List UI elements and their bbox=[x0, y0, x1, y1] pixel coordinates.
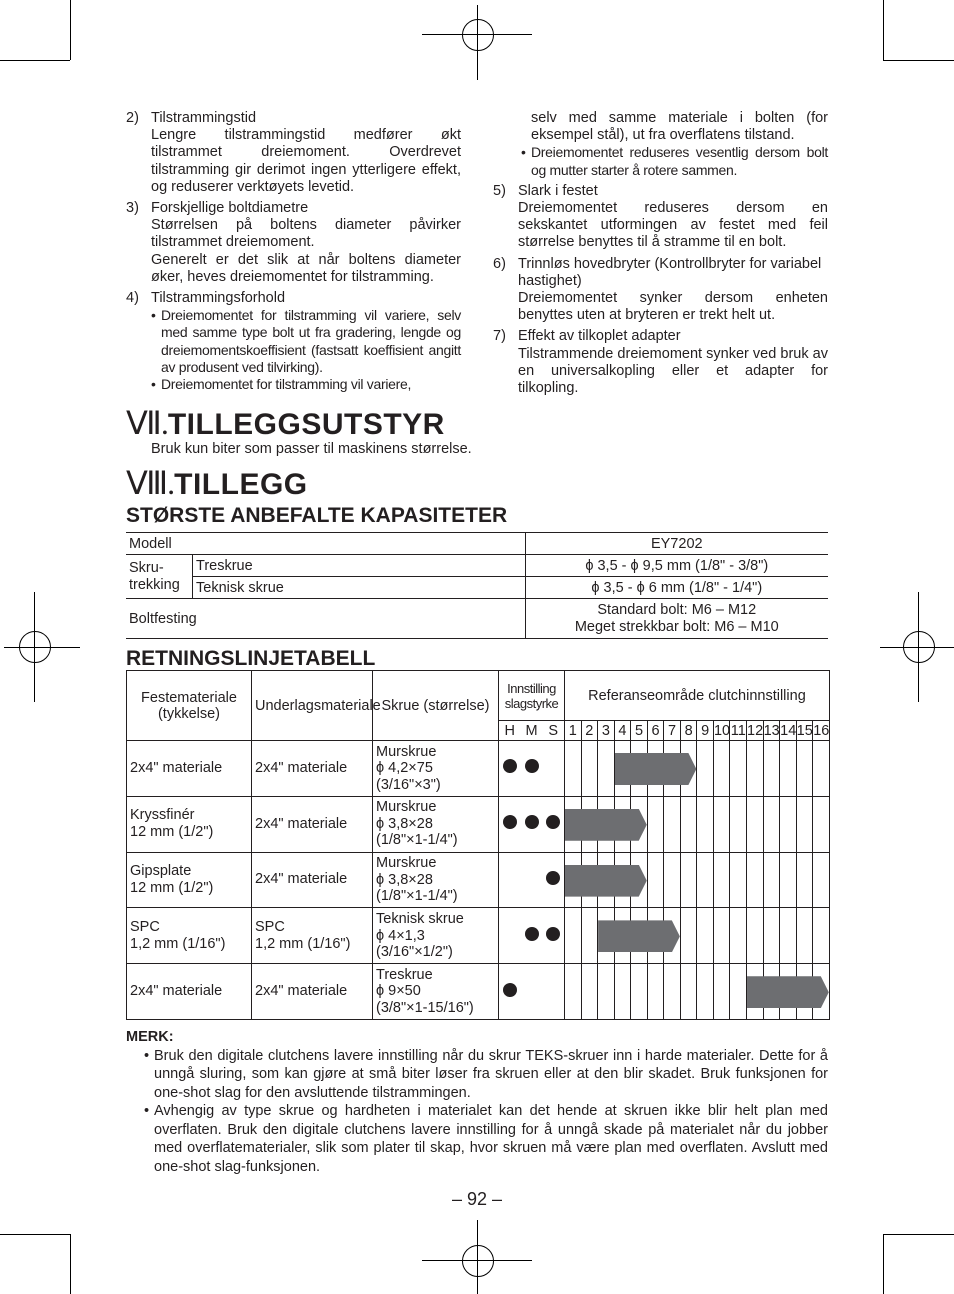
clutch-number: 5 bbox=[631, 721, 648, 741]
clutch-cell bbox=[614, 741, 631, 797]
filled-circle-icon bbox=[546, 871, 560, 885]
filled-circle-icon bbox=[546, 815, 560, 829]
clutch-cell bbox=[598, 964, 615, 1020]
clutch-cell bbox=[713, 852, 730, 908]
item-title: Forskjellige boltdiametre bbox=[151, 200, 309, 217]
filled-circle-icon bbox=[503, 759, 517, 773]
filled-circle-icon bbox=[525, 759, 539, 773]
clutch-cell bbox=[813, 741, 830, 797]
impact-s-cell bbox=[543, 964, 565, 1020]
base-cell: 2x4" materiale bbox=[252, 964, 373, 1020]
item-title: Tilstrammingsforhold bbox=[151, 290, 286, 307]
fastener-cell: 2x4" materiale bbox=[127, 741, 252, 797]
item-text: Lengre tilstrammingstid medfører økt tilstrammet dreiemoment. Overdrevet tilstramming gir derimot ingen ytterligere effekt, og reduserer verktøyets levetid. bbox=[151, 127, 461, 195]
impact-m-cell bbox=[521, 908, 543, 964]
clutch-cell bbox=[565, 852, 582, 908]
clutch-cell bbox=[813, 852, 830, 908]
bullet-item: • Dreiemomentet for tilstramming vil variere, bbox=[151, 376, 412, 393]
clutch-cell bbox=[780, 852, 797, 908]
screw-cell: Murskrue ϕ 3,8×28 (1/8"×1-1/4") bbox=[373, 796, 499, 852]
fastener-cell: Gipsplate 12 mm (1/2") bbox=[127, 852, 252, 908]
clutch-number: 6 bbox=[647, 721, 664, 741]
impact-s-cell bbox=[543, 741, 565, 797]
clutch-cell bbox=[697, 908, 714, 964]
list-item: 7) Effekt av tilkoplet adapter Tilstrammende dreiemoment synker ved bruk av en universalkopling eller et adapter for tilkopling. bbox=[493, 328, 828, 397]
clutch-number: 9 bbox=[697, 721, 714, 741]
clutch-number: 14 bbox=[780, 722, 797, 739]
screw-cell: Treskrue ϕ 9×50 (3/8"×1-15/16") bbox=[373, 964, 499, 1020]
clutch-cell bbox=[813, 908, 830, 964]
impact-s-cell bbox=[543, 852, 565, 908]
base-cell: 2x4" materiale bbox=[252, 741, 373, 797]
clutch-cell bbox=[647, 852, 664, 908]
clutch-cell bbox=[730, 796, 747, 852]
list-item: 6) Trinnløs hovedbryter (Kontrollbryter for variabel hastighet) Dreiemomentet synker dersom enheten benyttes uten at bryteren er trekt helt ut. bbox=[493, 255, 828, 324]
clutch-cell bbox=[713, 796, 730, 852]
item-title: Tilstrammingstid bbox=[151, 110, 257, 126]
impact-s-cell bbox=[543, 908, 565, 964]
item-text: Tilstrammende dreiemoment synker ved bruk av en universalkopling eller et adapter for tilkopling. bbox=[518, 345, 828, 397]
clutch-number: 3 bbox=[598, 721, 615, 741]
clutch-number: 10 bbox=[713, 722, 731, 739]
item-title: Slark i festet bbox=[518, 182, 598, 199]
list-item: 5) Slark i festet Dreiemomentet reduseres dersom en sekskantet utformingen av festet med feil størrelse benyttes til å stramme til en bolt. bbox=[493, 182, 828, 251]
notes bbox=[126, 1028, 828, 1176]
clutch-cell bbox=[565, 796, 582, 852]
clutch-number: 1 bbox=[565, 721, 582, 741]
clutch-cell bbox=[680, 852, 697, 908]
clutch-cell bbox=[780, 796, 797, 852]
list-item: 4) Tilstrammingsforhold • Dreiemomentet for tilstramming vil variere, selv med samme type bolt ut fra gradering, lengde og dreiemomentskoeffisient (fastsatt koeffisient angitt av produsent ved tilvirking). • Dreiemomentet for tilstramming vil variere, bbox=[126, 290, 461, 393]
table-row bbox=[127, 964, 830, 1020]
impact-m-cell bbox=[521, 796, 543, 852]
table-row: Skru- trekking Treskrue ϕ 3,5 - ϕ 9,5 mm (1/8" - 3/8") bbox=[126, 555, 828, 577]
note-item: • Avhengig av type skrue og hardheten i materialet kan det hende at skruen ikke blir helt plan med overflaten. Bruk den digitale clutchens lavere innstilling for å unngå skade på materialet når du jobber med overflatematerialer, slik som plater til skap, hvor skruen må være plan med overflaten. Avslutt med one-shot slag-funksjonen. bbox=[144, 1103, 828, 1175]
clutch-number: 12 bbox=[747, 722, 764, 739]
clutch-cell bbox=[713, 908, 730, 964]
clutch-cell bbox=[697, 741, 714, 797]
item-text: Dreiemomentet reduseres dersom en sekskantet utformingen av festet med feil størrelse benyttes til å stramme til en bolt. bbox=[518, 200, 828, 251]
clutch-range-arrow bbox=[598, 920, 680, 952]
table-row: Boltfesting Standard bolt: M6 – M12 Meget strekkbar bolt: M6 – M10 bbox=[126, 599, 828, 639]
clutch-cell bbox=[747, 964, 764, 1020]
torque-factors-list-right bbox=[493, 183, 828, 397]
clutch-cell bbox=[747, 796, 764, 852]
page-number: – 92 – bbox=[451, 1189, 503, 1209]
impact-h-cell bbox=[499, 741, 521, 797]
clutch-cell bbox=[763, 741, 780, 797]
fastener-cell: 2x4" materiale bbox=[127, 964, 252, 1020]
clutch-cell bbox=[664, 852, 681, 908]
clutch-cell bbox=[747, 852, 764, 908]
impact-h-cell bbox=[499, 796, 521, 852]
clutch-cell bbox=[697, 852, 714, 908]
clutch-cell bbox=[565, 964, 582, 1020]
table-row bbox=[127, 741, 830, 797]
impact-h-cell bbox=[499, 908, 521, 964]
clutch-cell bbox=[780, 741, 797, 797]
clutch-cell bbox=[664, 796, 681, 852]
impact-s-cell bbox=[543, 796, 565, 852]
item-text: Dreiemomentet synker dersom enheten benyttes uten at bryteren er trekt helt ut. bbox=[518, 290, 828, 324]
notes-label: MERK: bbox=[126, 1029, 174, 1045]
clutch-number: 11 bbox=[730, 722, 746, 739]
clutch-cell bbox=[763, 852, 780, 908]
impact-h-cell bbox=[499, 964, 521, 1020]
base-cell: SPC 1,2 mm (1/16") bbox=[252, 908, 373, 964]
table-row: Modell EY7202 bbox=[126, 533, 828, 555]
section-7-heading: Ⅶ.TILLEGGSUTSTYR bbox=[126, 405, 445, 441]
clutch-cell bbox=[796, 852, 813, 908]
clutch-cell bbox=[614, 964, 631, 1020]
clutch-cell bbox=[730, 852, 747, 908]
clutch-cell bbox=[763, 908, 780, 964]
section-7-text: Bruk kun biter som passer til maskinens størrelse. bbox=[151, 441, 472, 457]
clutch-cell bbox=[664, 964, 681, 1020]
clutch-cell bbox=[730, 908, 747, 964]
clutch-cell bbox=[796, 796, 813, 852]
clutch-cell bbox=[796, 908, 813, 964]
clutch-cell bbox=[747, 908, 764, 964]
clutch-cell bbox=[598, 741, 615, 797]
clutch-cell bbox=[780, 908, 797, 964]
filled-circle-icon bbox=[503, 815, 517, 829]
continued-text: selv med samme materiale i bolten (for eksempel stål), ut fra overflatens tilstand. bbox=[531, 110, 828, 144]
table-row bbox=[127, 852, 830, 908]
bullet-item: • Dreiemomentet for tilstramming vil variere, selv med samme type bolt ut fra gradering, lengde og dreiemomentskoeffisient (fastsatt koeffisient angitt av produsent ved tilvirking). bbox=[151, 307, 461, 375]
clutch-cell bbox=[631, 964, 648, 1020]
item-title: Effekt av tilkoplet adapter bbox=[518, 328, 681, 345]
guide-table: Festemateriale (tykkelse) Underlagsmateriale Skrue (størrelse) Innstilling slagstyrke Referanseområde clutchinnstilling H M S 1 2 3 4 5 6 7 8 9 10 11 12 13 14 15 16 2x4" materiale 2x4" materiale Murskrue ϕ 4,2×75 (3/16"×3") Kryssfinér 12 mm (1/2") 2x4" materiale Murskrue ϕ 3,8×28 (1/8"×1-1/4") Gipsplate 12 mm (1/2") 2x4" materiale Murskrue ϕ 3,8×28 (1/8"×1-1/4") SPC 1,2 mm (1/16") SPC 1,2 mm (1/16") Teknisk skrue ϕ 4×1,3 (3/16"×1/2") 2x4" materiale 2x4" materiale Treskrue ϕ 9×50 (3/8"×1-15/16") bbox=[126, 670, 830, 1020]
clutch-cell bbox=[647, 796, 664, 852]
item-text: Størrelsen på boltens diameter påvirker tilstrammet dreiemoment. bbox=[151, 217, 461, 251]
clutch-cell bbox=[763, 796, 780, 852]
left-column bbox=[126, 110, 461, 397]
torque-factors-list-left bbox=[126, 110, 461, 393]
table-row bbox=[127, 796, 830, 852]
clutch-number: 8 bbox=[680, 721, 697, 741]
filled-circle-icon bbox=[525, 815, 539, 829]
screw-cell: Murskrue ϕ 4,2×75 (3/16"×3") bbox=[373, 741, 499, 797]
bullet-item: • Dreiemomentet reduseres vesentlig dersom bolt og mutter starter å rotere sammen. bbox=[521, 144, 828, 178]
filled-circle-icon bbox=[525, 927, 539, 941]
right-column bbox=[493, 110, 828, 401]
clutch-cell bbox=[680, 908, 697, 964]
clutch-cell bbox=[713, 741, 730, 797]
fastener-cell: SPC 1,2 mm (1/16") bbox=[127, 908, 252, 964]
clutch-cell bbox=[813, 796, 830, 852]
clutch-range-arrow bbox=[747, 976, 829, 1008]
clutch-cell bbox=[697, 796, 714, 852]
clutch-cell bbox=[796, 741, 813, 797]
base-cell: 2x4" materiale bbox=[252, 852, 373, 908]
impact-m-cell bbox=[521, 741, 543, 797]
filled-circle-icon bbox=[503, 983, 517, 997]
note-item: • Bruk den digitale clutchens lavere innstilling når du skrur TEKS-skruer inn i harde materialer. Dette for å unngå sluring, som kan gjøre at små biter løser fra skruen eller at den blir skadet. Bruk funksjonen for one-shot slag for den avsluttende tilstrammingen. bbox=[144, 1047, 828, 1101]
clutch-cell bbox=[697, 964, 714, 1020]
clutch-number: 16 bbox=[813, 722, 830, 739]
clutch-cell bbox=[647, 964, 664, 1020]
guide-table-wrap bbox=[126, 670, 829, 1021]
clutch-cell bbox=[581, 741, 598, 797]
clutch-range-arrow bbox=[565, 865, 647, 897]
table-row bbox=[127, 908, 830, 964]
filled-circle-icon bbox=[546, 927, 560, 941]
item-text: Generelt er det slik at når boltens diameter øker, heves dreiemomentet for tilstramming. bbox=[151, 251, 461, 285]
clutch-cell bbox=[680, 796, 697, 852]
fastener-cell: Kryssfinér 12 mm (1/2") bbox=[127, 796, 252, 852]
clutch-range-arrow bbox=[565, 809, 647, 841]
clutch-cell bbox=[680, 964, 697, 1020]
clutch-number: 13 bbox=[763, 722, 780, 739]
clutch-cell bbox=[565, 741, 582, 797]
impact-m-cell bbox=[521, 852, 543, 908]
impact-m-cell bbox=[521, 964, 543, 1020]
clutch-cell bbox=[565, 908, 582, 964]
clutch-cell bbox=[747, 741, 764, 797]
list-item: 3) Forskjellige boltdiametre Størrelsen på boltens diameter påvirker tilstrammet dreiemoment. Generelt er det slik at når boltens diameter øker, heves dreiemomentet for tilstramming. bbox=[126, 200, 461, 285]
screw-cell: Teknisk skrue ϕ 4×1,3 (3/16"×1/2") bbox=[373, 908, 499, 964]
clutch-cell bbox=[581, 908, 598, 964]
capacity-table bbox=[126, 532, 828, 639]
screw-cell: Murskrue ϕ 3,8×28 (1/8"×1-1/4") bbox=[373, 852, 499, 908]
clutch-number: 15 bbox=[796, 722, 813, 739]
base-cell: 2x4" materiale bbox=[252, 796, 373, 852]
impact-h-cell bbox=[499, 852, 521, 908]
item-title: Trinnløs hovedbryter (Kontrollbryter for variabel hastighet) bbox=[518, 255, 822, 289]
capacity-heading: STØRSTE ANBEFALTE KAPASITETER bbox=[126, 504, 508, 527]
clutch-cell bbox=[581, 964, 598, 1020]
clutch-cell bbox=[730, 964, 747, 1020]
table-row: Teknisk skrue ϕ 3,5 - ϕ 6 mm (1/8" - 1/4") bbox=[126, 577, 828, 599]
clutch-cell bbox=[598, 908, 615, 964]
clutch-cell bbox=[713, 964, 730, 1020]
list-item: 2) Tilstrammingstid Lengre tilstrammingstid medfører økt tilstrammet dreiemoment. Overdrevet tilstramming gir derimot ingen ytterligere effekt, og reduserer verktøyets levetid. bbox=[126, 110, 461, 195]
clutch-number: 4 bbox=[614, 721, 631, 741]
section-8-heading: Ⅷ.TILLEGG bbox=[126, 465, 308, 501]
clutch-number: 2 bbox=[581, 721, 598, 741]
clutch-number: 7 bbox=[664, 721, 681, 741]
clutch-range-arrow bbox=[615, 753, 697, 785]
guide-heading: RETNINGSLINJETABELL bbox=[126, 647, 376, 670]
clutch-cell bbox=[730, 741, 747, 797]
